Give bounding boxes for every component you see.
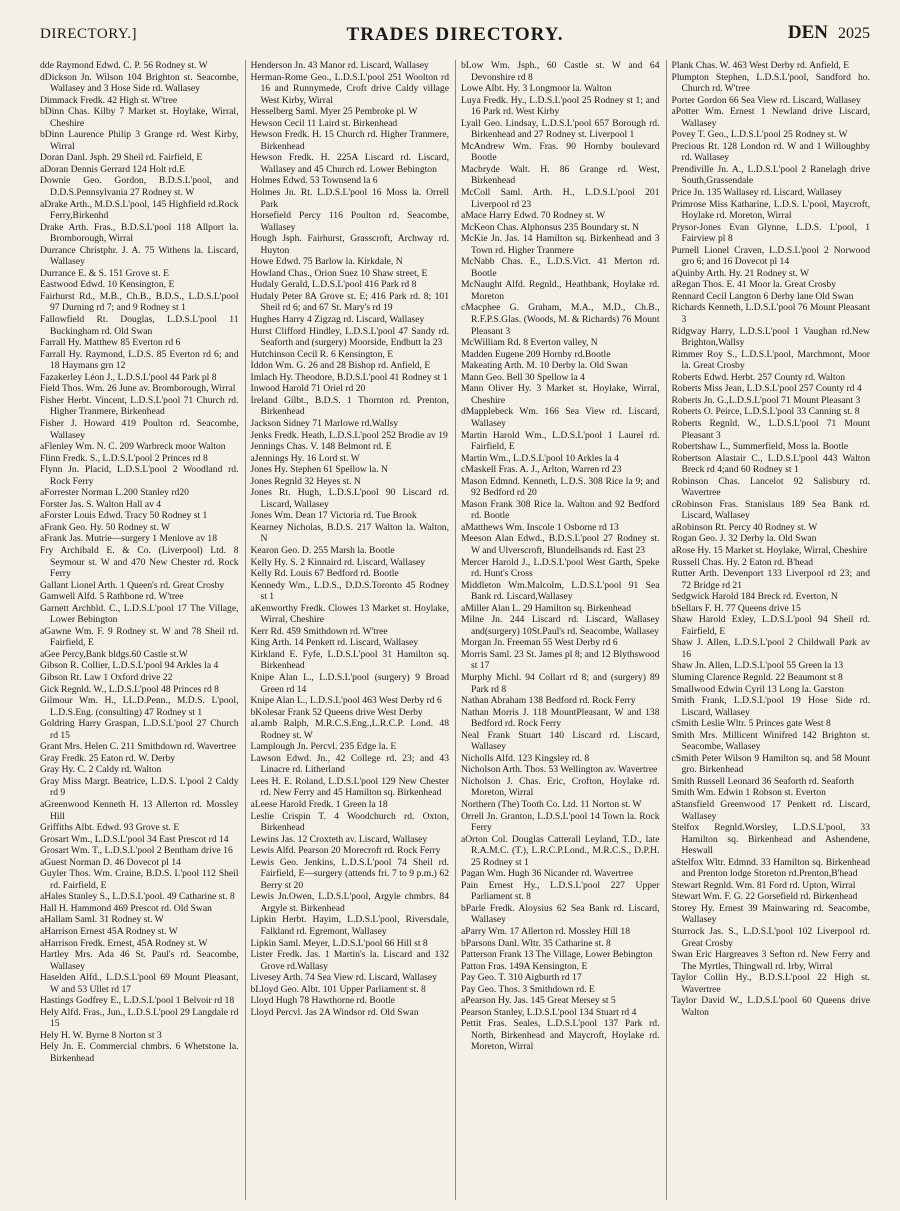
directory-entry: Martin Harold Wm., L.D.S.L'pool 1 Laurel rd. Fairfield, E [461,429,660,453]
directory-entry: bParle Fredk. Aloysius 62 Sea Bank rd. Liscard, Wallasey [461,902,660,926]
directory-entry: Stelfox Regnld.Worsley, L.D.S.L'pool, 33 Hamilton sq. Birkenhead and Ashendene, Heswall [671,822,870,857]
directory-entry: aStelfox Wltr. Edmnd. 33 Hamilton sq. Birkenhead and Prenton lodge Storeton rd.Prenton,B'head [671,856,870,880]
directory-entry: Hurst Clifford Hindley, L.D.S.L'pool 47 Sandy rd. Seaforth and (surgery) Moorside, Endbutt la 23 [250,325,449,349]
directory-entry: aDrake Arth., M.D.S.L'pool, 145 Highfield rd.Rock Ferry,Birkenhd [40,198,239,222]
directory-entry: Fairhurst Rd., M.B., Ch.B., B.D.S., L.D.S.L'pool 97 Durning rd 7; and 9 Rodney st 1 [40,290,239,314]
directory-entry: Jones Wm. Dean 17 Victoria rd. Tue Brook [250,510,417,522]
directory-entry: Forster Jas. S. Walton Hall av 4 [40,498,162,510]
directory-entry: Mason Frank 308 Rice la. Walton and 92 Bedford rd. Bootle [461,498,660,522]
directory-entry: Primrose Miss Katharine, L.D.S. L'pool, Maycroft, Hoylake rd. Moreton, Wirral [671,198,870,222]
directory-entry: Pagan Wm. Hugh 36 Nicander rd. Wavertree [461,868,634,880]
keyword-text: DEN [787,22,828,43]
directory-entry: Lister Fredk. Jas. 1 Martin's la. Liscard and 132 Grove rd.Wallasy [250,949,449,972]
directory-entry: Rennard Cecil Langton 6 Derby lane Old Swan [671,290,854,302]
directory-entry: bParsons Danl. Wltr. 35 Catharine st. 8 [461,937,611,949]
directory-entry: Haselden Alfd., L.D.S.L'pool 69 Mount Pleasant, W and 53 Ullet rd 17 [40,972,239,995]
directory-entry: aStansfield Greenwood 17 Penkett rd. Liscard, Wallasey [671,799,870,822]
directory-entry: Kelly Hy. S. 2 Kinnaird rd. Liscard, Wallasey [250,556,426,568]
directory-entry: aLamb Ralph, M.R.C.S.Eng.,L.R.C.P. Lond. 48 Rodney st. W [250,718,449,741]
directory-entry: Pain Ernest Hy., L.D.S.L'pool 227 Upper Parliament st. 8 [461,879,660,903]
directory-entry: cSmith Leslie Wltr. 5 Princes gate West 8 [671,718,831,730]
directory-entry: aFrank Geo. Hy. 50 Rodney st. W [40,521,171,533]
directory-entry: aJennings Hy. 16 Lord st. W [250,452,360,464]
directory-entry: Prysor-Jones Evan Glynne, L.D.S. L'pool, 1 Fairview pl 8 [671,221,870,245]
directory-entry: aForster Louis Edwd. Tracy 50 Rodney st 1 [40,510,208,522]
directory-entry: Pay Geo. T. 310 Aigburth rd 17 [461,972,582,984]
directory-entry: Howland Chas., Orion Suez 10 Shaw street, E [250,267,428,279]
directory-entry: Kelly Rd. Louis 67 Bedford rd. Bootle [250,568,399,580]
directory-entry: aOrton Col. Douglas Catterall Leyland, T.D., late R.A.M.C. (T.), L.R.C.P.Lond., M.R.C.S., D.P.H. 25 Rodney st 1 [461,833,660,868]
directory-entry: aPotter Wm. Ernest 1 Newland drive Liscard, Wallasey [671,106,870,129]
directory-entry: Knipe Alan L., L.D.S.L'pool 463 West Derby rd 6 [250,695,442,707]
directory-entry: Roberts Jn. G.,L.D.S.L'pool 71 Mount Pleasant 3 [671,394,861,406]
directory-entry: Jones Hy. Stephen 61 Spellow la. N [250,464,388,476]
column-3 [455,60,660,1200]
directory-entry: Lloyd Hugh 78 Hawthorne rd. Bootle [250,995,395,1007]
directory-entry: Flynn Jn. Placid, L.D.S.L'pool 2 Woodland rd. Rock Ferry [40,464,239,487]
directory-entry: Leslie Crispin T. 4 Woodchurch rd. Oxton, Birkenhead [250,810,449,834]
page-keyword [788,22,870,44]
directory-entry: Mann Oliver Hy. 3 Market st. Hoylake, Wirral, Cheshire [461,383,660,406]
directory-entry: aRegan Thos. E. 41 Moor la. Great Crosby [671,279,836,291]
directory-entry: Fisher J. Howard 419 Poulton rd. Seacombe, Wallasey [40,417,239,441]
directory-entry: aMace Harry Edwd. 70 Rodney st. W [461,210,606,222]
directory-entry: Makeating Arth. M. 10 Derby la. Old Swan [461,360,628,372]
directory-entry: aMatthews Wm. Inscole 1 Osborne rd 13 [461,521,619,533]
directory-entry: Ireland Gilbt., B.D.S. 1 Thornton rd. Prenton, Birkenhead [250,394,449,418]
directory-entry: aGuest Norman D. 46 Dovecot pl 14 [40,856,181,868]
directory-entry: Stewart Wm. F. G. 22 Gorsefield rd. Birkenhead [671,891,858,903]
directory-entry: Smallwood Edwin Cyril 13 Long la. Garston [671,683,844,695]
directory-entry: Gray Miss Margt. Beatrice, L.D.S. L'pool 2 Caldy rd 9 [40,775,239,799]
directory-entry: Lowe Albt. Hy. 3 Longmoor la. Walton [461,83,612,95]
directory-columns [40,60,870,1200]
column-4 [666,60,871,1200]
directory-entry: Garnett Archbld. C., L.D.S.L'pool 17 The Village, Lower Bebington [40,602,239,626]
directory-entry: Sedgwick Harold 184 Breck rd. Everton, N [671,591,838,603]
directory-entry: Nicholson Arth. Thos. 53 Wellington av. Wavertree [461,764,658,776]
directory-entry: Robertson Alastair C., L.D.S.L'pool 443 Walton Breck rd 4;and 60 Rodney st 1 [671,452,870,476]
directory-entry: aRose Hy. 15 Market st. Hoylake, Wirral, Cheshire [671,544,868,556]
directory-entry: aPearson Hy. Jas. 145 Great Mersey st 5 [461,995,616,1007]
directory-entry: Jennings Chas. V. 148 Belmont rd. E [250,441,392,453]
directory-entry: Nathan Morris J. 118 MountPleasant, W and 138 Bedford rd. Rock Ferry [461,706,660,730]
directory-entry: aMiller Alan L. 29 Hamilton sq. Birkenhead [461,602,631,614]
directory-entry: Robertshaw L., Summerfield, Moss la. Bootle [671,441,849,453]
directory-entry: Patterson Frank 13 The Village, Lower Bebington [461,949,653,961]
directory-entry: Taylor David W., L.D.S.L'pool 60 Queens drive Walton [671,995,870,1018]
directory-entry: McNaught Alfd. Regnld., Heathbank, Hoylake rd. Moreton [461,279,660,302]
directory-entry: Gibson R. Collier, L.D.S.L'pool 94 Arkles la 4 [40,660,219,672]
directory-entry: Kirkland E. Fyfe, L.D.S.L'pool 31 Hamilton sq. Birkenhead [250,648,449,672]
directory-entry: Hudaly Gerald, L.D.S.L'pool 416 Park rd 8 [250,279,417,291]
directory-entry: Roberts O. Peirce, L.D.S.L'pool 33 Canning st. 8 [671,406,860,418]
directory-entry: Price Jn. 135 Wallasey rd. Liscard, Wallasey [671,187,842,199]
directory-entry: Imlach Hy. Theodore, B.D.S.L'pool 41 Rodney st 1 [250,371,448,383]
directory-entry: King Arth. 14 Penkett rd. Liscard, Wallasey [250,637,419,649]
directory-entry: Dimmack Fredk. 42 High st. W'tree [40,94,178,106]
directory-entry: aHarrison Ernest 45A Rodney st. W [40,926,178,938]
directory-entry: Gilmour Wm. H., LL.D.Penn., M.D.S. L'pool, L.D.S.Eng. (consulting) 47 Rodney st 1 [40,695,239,718]
directory-entry: Plumpton Stephen, L.D.S.L'pool, Sandford ho. Church rd. W'tree [671,71,870,95]
directory-entry: Rogan Geo. J. 32 Derby la. Old Swan [671,533,817,545]
directory-entry: Smith Frank, L.D.S.L'pool 19 Hose Side rd. Liscard, Wallasey [671,695,870,718]
directory-entry: bKolesar Frank 52 Queens drive West Derby [250,706,423,718]
directory-entry: Jones Rt. Hugh, L.D.S.L'pool 90 Liscard rd. Liscard, Wallasey [250,487,449,510]
directory-entry: Gick Regnld. W., L.D.S.L'pool 48 Princes rd 8 [40,683,219,695]
directory-entry: Eastwood Edwd. 10 Kensington, E [40,279,175,291]
directory-entry: Mann Geo. Bell 30 Spellow la 4 [461,371,585,383]
directory-entry: Drake Arth. Fras., B.D.S.L'pool 118 Allport la. Bromborough, Wirral [40,221,239,245]
directory-entry: McKeon Chas. Alphonsus 235 Boundary st. N [461,221,640,233]
directory-entry: Macbryde Walt. H. 86 Grange rd. West, Birkenhead [461,163,660,187]
directory-entry: Griffiths Albt. Edwd. 93 Grove st. E [40,822,180,834]
directory-entry: Martin Wm., L.D.S.L'pool 10 Arkles la 4 [461,452,619,464]
directory-entry: Hewson Fredk. H. 15 Church rd. Higher Tranmere, Birkenhead [250,129,449,152]
directory-entry: cMaskell Fras. A. J., Arlton, Warren rd 23 [461,464,622,476]
directory-entry: Fallowfield Rt. Douglas, L.D.S.L'pool 11 Buckingham rd. Old Swan [40,314,239,337]
directory-entry: aHales Stanley S., L.D.S.L'pool. 49 Catharine st. 8 [40,891,235,903]
directory-entry: cMacphee G. Graham, M.A., M.D., Ch.B., R.F.P.S.Glas. (Woods, M. & Richards) 76 Mount Pleasant 3 [461,302,660,337]
directory-entry: Herman-Rome Geo., L.D.S.L'pool 251 Woolton rd 16 and Runnymede, Croft drive Caldy village West Kirby, Wirral [250,71,449,106]
directory-entry: Downie Geo. Gordon, B.D.S.L'pool, and D.D.S.Pennsylvania 27 Rodney st. W [40,175,239,199]
directory-entry: Precious Rt. 128 London rd. W and 1 Willoughby rd. Wallasey [671,140,870,164]
directory-entry: Hewson Fredk. H. 225A Liscard rd. Liscard, Wallasey and 45 Church rd. Lower Bebington [250,152,449,175]
directory-entry: aDoran Dennis Gerrard 124 Holt rd.E [40,163,185,175]
directory-entry: aGreenwood Kenneth H. 13 Allerton rd. Mossley Hill [40,799,239,822]
directory-entry: Hough Jsph. Fairhurst, Grasscroft, Archway rd. Huyton [250,233,449,256]
directory-entry: aRobinson Rt. Percy 40 Rodney st. W [671,521,818,533]
directory-entry: Farrall Hy. Raymond, L.D.S. 85 Everton rd 6; and 18 Haymans grn 12 [40,348,239,372]
directory-entry: Lewis Jn.Owen, L.D.S.L'pool, Argyle chmbrs. 84 Argyle st. Birkenhead [250,891,449,914]
directory-entry: Lewis Geo. Jenkins, L.D.S.L'pool 74 Sheil rd. Fairfield, E—surgery (attends fri. 7 to 9 p.m.) 62 Berry st 20 [250,856,449,891]
directory-entry: bDinn Chas. Kilby 7 Market st. Hoylake, Wirral, Cheshire [40,106,239,129]
directory-entry: Gibson Rt. Law 1 Oxford drive 22 [40,671,173,683]
directory-entry: Grosart Wm. T., L.D.S.L'pool 2 Bentham drive 16 [40,845,233,857]
directory-entry: Purnell Lionel Craven, L.D.S.L'pool 2 Norwood gro 6; and 16 Dovecot pl 14 [671,244,870,268]
directory-entry: Field Thos. Wm. 26 June av. Bromborough, Wirral [40,383,236,395]
directory-entry: Fry Archibald E. & Co. (Liverpool) Ltd. 8 Seymour st. W and 470 New Chester rd. Rock Ferry [40,544,239,580]
directory-entry: McWilliam Rd. 8 Everton valley, N [461,337,598,349]
directory-entry: Stewart Regnld. Wm. 81 Ford rd. Upton, Wirral [671,879,856,891]
directory-entry: aKenworthy Fredk. Clowes 13 Market st. Hoylake, Wirral, Cheshire [250,602,449,626]
directory-entry: Morgan Jn. Freeman 55 West Derby rd 6 [461,637,618,649]
directory-entry: McColl Saml. Arth. H., L.D.S.L'pool 201 Liverpool rd 23 [461,187,660,210]
directory-entry: Gallant Lionel Arth. 1 Queen's rd. Great Crosby [40,579,225,591]
directory-entry: Lewins Jas. 12 Croxteth av. Liscard, Wallasey [250,833,428,845]
directory-entry: Jenks Fredk. Heath, L.D.S.L'pool 252 Brodie av 19 [250,429,448,441]
directory-entry: Gamwell Alfd. 5 Rathbone rd. W'tree [40,591,184,603]
directory-entry: Doran Danl. Jsph. 29 Sheil rd. Fairfield, E [40,152,203,164]
directory-entry: Nicholls Alfd. 123 Kingsley rd. 8 [461,752,590,764]
directory-entry: bLloyd Geo. Albt. 101 Upper Parliament st. 8 [250,983,426,995]
directory-entry: Orrell Jn. Granton, L.D.S.L'pool 14 Town la. Rock Ferry [461,810,660,834]
directory-entry: Grant Mrs. Helen C. 211 Smithdown rd. Wavertree [40,741,236,753]
directory-entry: Lamplough Jn. Percvl. 235 Edge la. E [250,741,397,753]
directory-entry: Hastings Godfrey E., L.D.S.L'pool 1 Belvoir rd 18 [40,995,235,1007]
directory-entry: aFlenley Wm. N. C. 209 Warbreck moor Walton [40,441,226,453]
directory-entry: Milne Jn. 244 Liscard rd. Liscard, Wallasey and(surgery) 10St.Paul's rd. Seacombe, Wallasey [461,614,660,637]
directory-entry: aGawne Wm. F. 9 Rodney st. W and 78 Sheil rd. Fairfield, E [40,625,239,649]
directory-entry: Hall H. Hammond 469 Prescot rd. Old Swan [40,902,212,914]
directory-entry: Kennedy Wm., L.D.S., D.D.S.Toronto 45 Rodney st 1 [250,579,449,603]
directory-entry: Fisher Herbt. Vincent, L.D.S.L'pool 71 Church rd. Higher Tranmere, Birkenhead [40,394,239,418]
directory-entry: Fazakerley Léon J., L.D.S.L'pool 44 Park pl 8 [40,371,217,383]
directory-entry: Gray Hy. C. 2 Caldy rd. Walton [40,764,162,776]
directory-entry: Hudaly Peter 8A Grove st. E; 416 Park rd. 8; 101 Sheil rd 6; and 67 St. Mary's rd 19 [250,290,449,314]
directory-entry: Kerr Rd. 459 Smithdown rd. W'tree [250,625,388,637]
directory-entry: Morris Saml. 23 St. James pl 8; and 12 Blythswood st 17 [461,648,660,672]
directory-entry: Howe Edwd. 75 Barlow la. Kirkdale, N [250,256,403,268]
directory-entry: Plank Chas. W. 463 West Derby rd. Anfield, E [671,60,850,71]
directory-entry: Lewis Alfd. Pearson 20 Morecroft rd. Rock Ferry [250,845,441,857]
directory-entry: Rutter Arth. Devenport 133 Liverpool rd 23; and 72 Bridge rd 21 [671,568,870,591]
directory-entry: Swan Eric Hargreaves 3 Sefton rd. New Ferry and The Myrtles, Thingwall rd. Irby, Wirral [671,949,870,972]
directory-entry: Holmes Jn. Rt. L.D.S.L'pool 16 Moss la. Orrell Park [250,187,449,210]
column-2 [245,60,450,1200]
directory-entry: Shaw Harold Exley, L.D.S.L'pool 94 Sheil rd. Fairfield, E [671,614,870,637]
directory-entry: Porter Gordon 66 Sea View rd. Liscard, Wallasey [671,94,861,106]
directory-entry: dMapplebeck Wm. 166 Sea View rd. Liscard, Wallasey [461,406,660,429]
directory-entry: Mercer Harold J., L.D.S.L'pool West Garth, Speke rd. Hunt's Cross [461,556,660,580]
directory-entry: Hely Jn. E. Commercial chmbrs. 6 Whetstone la. Birkenhead [40,1041,239,1065]
directory-entry: cRobinson Fras. Stanislaus 189 Sea Bank rd. Liscard, Wallasey [671,498,870,522]
directory-entry: Povey T. Geo., L.D.S.L'pool 25 Rodney st. W [671,129,848,141]
directory-entry: Farrall Hy. Matthew 85 Everton rd 6 [40,337,181,349]
page-number: 2025 [838,25,870,42]
directory-entry: McAndrew Wm. Fras. 90 Hornby boulevard Bootle [461,140,660,164]
directory-entry: aQuinby Arth. Hy. 21 Rodney st. W [671,267,810,279]
directory-entry: Roberts Regnld. W., L.D.S.L'pool 71 Mount Pleasant 3 [671,417,870,441]
directory-entry: Nathan Abraham 138 Bedford rd. Rock Ferry [461,695,636,707]
directory-entry: Shaw Jn. Allen, L.D.S.L'pool 55 Green la 13 [671,660,844,672]
directory-entry: bSellars F. H. 77 Queens drive 15 [671,602,801,614]
directory-entry: Hely H. W. Byrne 8 Norton st 3 [40,1029,162,1041]
directory-entry: Hewson Cecil 11 Laird st. Birkenhead [250,117,398,129]
directory-entry: Lawson Edwd. Jn., 42 College rd. 23; and 43 Linacre rd. Litherland [250,752,449,776]
directory-entry: Gray Fredk. 25 Eaton rd. W. Derby [40,752,176,764]
page-header [40,22,870,48]
directory-entry: aHarrison Fredk. Ernest, 45A Rodney st. W [40,937,208,949]
directory-entry: Russell Chas. Hy. 2 Eaton rd. B'head [671,556,814,568]
directory-entry: Durrance E. & S. 151 Grove st. E [40,267,169,279]
directory-entry: Livesey Arth. 74 Sea View rd. Liscard, Wallasey [250,972,437,984]
directory-entry: Lyall Geo. Lindsay, L.D.S.L'pool 657 Borough rd. Birkenhead and 27 Rodney st. Liverpool 1 [461,117,660,141]
directory-entry: Pettit Fras. Seales, L.D.S.L'pool 137 Park rd. North, Birkenhead and Maycroft, Hoylake rd. Moreton, Wirral [461,1018,660,1053]
directory-entry: Nicholson J. Chas. Eric, Crofton, Hoylake rd. Moreton, Wirral [461,775,660,799]
directory-entry: aGee Percy,Bank bldgs.60 Castle st.W [40,648,188,660]
directory-entry: Luya Fredk. Hy., L.D.S.L'pool 25 Rodney st 1; and 16 Park rd. West Kirby [461,94,660,118]
directory-entry: Madden Eugene 209 Hornby rd.Bootle [461,348,611,360]
directory-entry: Lipkin Herbt. Hayim, L.D.S.L'pool, Riversdale, Falkland rd. Egremont, Wallasey [250,914,449,938]
directory-entry: bDinn Laurence Philip 3 Grange rd. West Kirby, Wirral [40,129,239,152]
directory-entry: Hesselberg Saml. Myer 25 Pembroke pl. W [250,106,418,118]
directory-entry: Sturrock Jas. S., L.D.S.L'pool 102 Liverpool rd. Great Crosby [671,926,870,949]
directory-entry: aFrank Jas. Mutrie—surgery 1 Menlove av 18 [40,533,218,545]
directory-entry: dDickson Jn. Wilson 104 Brighton st. Seacombe, Wallasey and 3 Hose Side rd. Wallasey [40,71,239,95]
directory-entry: Northern (The) Tooth Co. Ltd. 11 Norton st. W [461,799,642,810]
directory-entry: Robinson Chas. Lancelot 92 Salisbury rd. Wavertree [671,475,870,499]
directory-entry: Iddon Wm. G. 26 and 28 Bishop rd. Anfield, E [250,360,431,372]
directory-entry: cSmith Peter Wilson 9 Hamilton sq. and 58 Mount gro. Birkenhead [671,752,870,776]
directory-entry: Lees H. E. Roland, L.D.S.L'pool 129 New Chester rd. New Ferry and 45 Hamilton sq. Birkenhead [250,775,449,799]
directory-entry: Lloyd Percvl. Jas 2A Windsor rd. Old Swan [250,1006,419,1018]
directory-entry: McKie Jn. Jas. 14 Hamilton sq. Birkenhead and 3 Town rd. Higher Tranmere [461,233,660,256]
directory-entry: Taylor Collin Hy., B.D.S.L'pool 22 High st. Wavertree [671,972,870,995]
directory-entry: Roberts Edwd. Herbt. 257 County rd. Walton [671,371,846,383]
directory-entry: McNabb Chas. E., L.D.S.Vict. 41 Merton rd. Bootle [461,256,660,279]
directory-entry: aParry Wm. 17 Allerton rd. Mossley Hill 18 [461,926,631,938]
directory-entry: Henderson Jn. 43 Manor rd. Liscard, Wallasey [250,60,429,71]
directory-entry: Hely Alfd. Fras., Jun., L.D.S.L'pool 29 Langdale rd 15 [40,1006,239,1030]
directory-entry: Sluming Clarence Regnld. 22 Beaumont st 8 [671,671,843,683]
directory-entry: Pay Geo. Thos. 3 Smithdown rd. E [461,983,595,995]
directory-entry: Knipe Alan L., L.D.S.L'pool (surgery) 9 Broad Green rd 14 [250,671,449,695]
column-1 [40,60,239,1200]
directory-entry: Storey Hy. Ernest 39 Mainwaring rd. Seacombe, Wallasey [671,902,870,926]
directory-entry: Jackson Sidney 71 Marlowe rd.Wallsy [250,417,399,429]
directory-entry: Guyler Thos. Wm. Craine, B.D.S. L'pool 112 Sheil rd. Fairfield, E [40,868,239,891]
directory-entry: Roberts Miss Jean, L.D.S.L'pool 257 County rd 4 [671,383,862,395]
directory-entry: Meeson Alan Edwd., B.D.S.L'pool 27 Rodney st. W and Ulverscroft, Blundellsands rd. East 23 [461,533,660,556]
directory-entry: Inwood Harold 71 Oriel rd 20 [250,383,366,395]
directory-entry: bLow Wm. Jsph., 60 Castle st. W and 64 Devonshire rd 8 [461,60,660,83]
directory-entry: Smith Russell Leonard 36 Seaforth rd. Seaforth [671,775,855,787]
directory-entry: Rimmer Roy S., L.D.S.L'pool, Marchmont, Moor la. Great Crosby [671,348,870,372]
directory-entry: Ridgway Harry, L.D.S.L'pool 1 Vaughan rd.New Brighton,Wallsy [671,325,870,349]
directory-entry: Mason Edmnd. Kenneth, L.D.S. 308 Rice la 9; and 92 Bedford rd 20 [461,475,660,499]
directory-entry: Lipkin Saml. Meyer, L.D.S.L'pool 66 Hill st 8 [250,937,428,949]
directory-entry: Smith Wm. Edwin 1 Robson st. Everton [671,787,826,799]
directory-entry: Hartley Mrs. Ada 46 St. Paul's rd. Seacombe, Wallasey [40,949,239,972]
page-title: TRADES DIRECTORY. [346,24,564,45]
directory-entry: Kearney Nicholas, B.D.S. 217 Walton la. Walton, N [250,521,449,545]
running-head: DIRECTORY.] [40,26,138,42]
directory-entry: aHallam Saml. 31 Rodney st. W [40,914,164,926]
directory-entry: Goldring Harry Graspan, L.D.S.L'pool 27 Church rd 15 [40,718,239,741]
directory-entry: Grosart Wm., L.D.S.L'pool 34 East Prescot rd 14 [40,833,229,845]
directory-entry: Flinn Fredk. S., L.D.S.L'pool 2 Princes rd 8 [40,452,208,464]
directory-entry: Kearon Geo. D. 255 Marsh la. Bootle [250,544,395,556]
directory-entry: Durrance Christphr. J. A. 75 Withens la. Liscard, Wallasey [40,244,239,268]
directory-entry: Smith Mrs. Millicent Winifred 142 Brighton st. Seacombe, Wallasey [671,729,870,753]
directory-entry: Jones Regnld 32 Heyes st. N [250,475,361,487]
directory-entry: dde Raymond Edwd. C. P. 56 Rodney st. W [40,60,208,71]
directory-entry: Holmes Edwd. 53 Townsend la 6 [250,175,378,187]
directory-entry: Neal Frank Stuart 140 Liscard rd. Liscard, Wallasey [461,729,660,753]
directory-entry: Patton Fras. 149A Kensington, E [461,960,588,972]
directory-entry: Middleton Wm.Malcolm, L.D.S.L'pool 91 Sea Bank rd. Liscard,Wallasey [461,579,660,603]
directory-entry: Murphy Michl. 94 Collart rd 8; and (surgery) 89 Park rd 8 [461,671,660,695]
directory-entry: Hughes Harry 4 Zigzag rd. Liscard, Wallasey [250,314,425,326]
directory-entry: aLeese Harold Fredk. 1 Green la 18 [250,799,388,810]
directory-entry: aForrester Norman L.200 Stanley rd20 [40,487,189,499]
directory-entry: Horsefield Percy 116 Poulton rd. Seacombe, Wallasey [250,210,449,233]
directory-entry: Shaw J. Allen, L.D.S.L'pool 2 Childwall Park av 16 [671,637,870,660]
directory-entry: Pearson Stanley, L.D.S.L'pool 134 Stuart rd 4 [461,1006,637,1018]
directory-entry: Richards Kenneth, L.D.S.L'pool 76 Mount Pleasant 3 [671,302,870,326]
directory-entry: Prendiville Jn. A., L.D.S.L'pool 2 Ranelagh drive South,Grassendale [671,163,870,187]
directory-entry: Hutchinson Cecil R. 6 Kensington, E [250,348,394,360]
